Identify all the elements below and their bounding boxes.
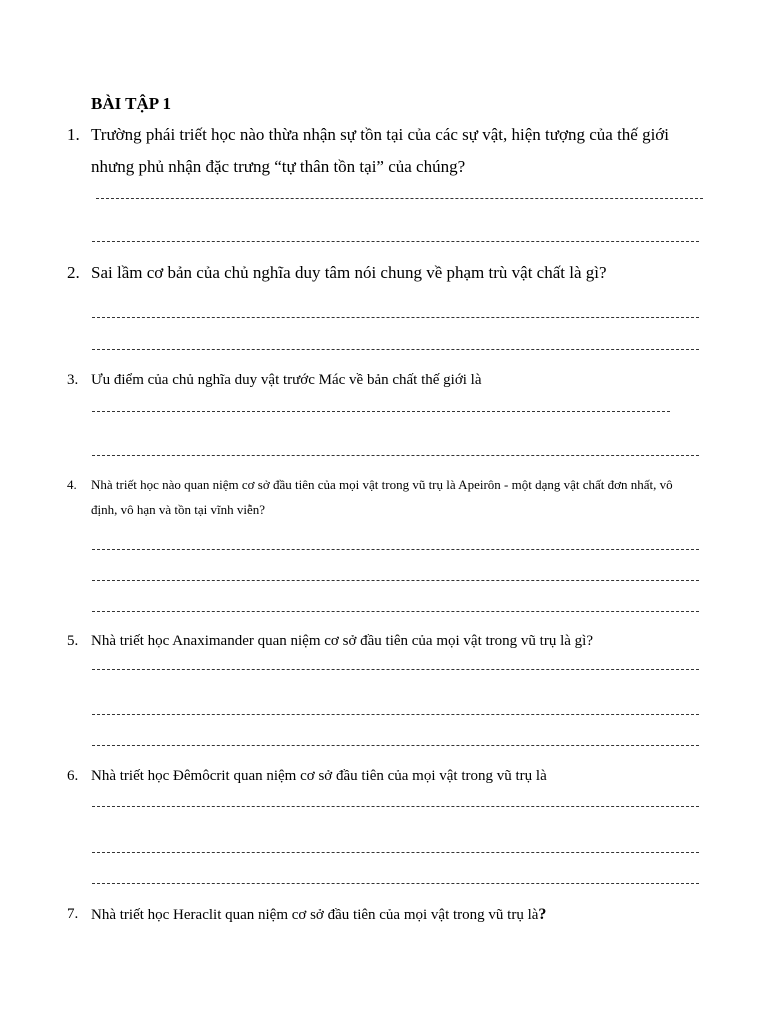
answer-line[interactable] [92, 852, 699, 853]
answer-line[interactable] [92, 411, 670, 412]
worksheet-title: BÀI TẬP 1 [91, 94, 171, 113]
question-1-line-1: Trường phái triết học nào thừa nhận sự tồn tại của các sự vật, hiện tượng của thế giới [91, 125, 670, 144]
answer-line[interactable] [92, 714, 699, 715]
question-1-number: 1. [67, 125, 80, 144]
answer-line[interactable] [92, 349, 699, 350]
question-7-body: Nhà triết học Heraclit quan niệm cơ sở đầu tiên của mọi vật trong vũ trụ là [91, 907, 539, 923]
answer-line[interactable] [92, 317, 699, 318]
question-3-text: Ưu điểm của chủ nghĩa duy vật trước Mác về bản chất thế giới là [91, 372, 482, 388]
question-7-text [91, 906, 546, 924]
question-2-number: 2. [67, 263, 80, 282]
answer-line[interactable] [92, 580, 699, 581]
question-4-line-2: định, vô hạn và tồn tại vĩnh viễn? [91, 502, 266, 517]
answer-line[interactable] [92, 669, 699, 670]
answer-line[interactable] [92, 883, 699, 884]
answer-line[interactable] [92, 241, 699, 242]
answer-line[interactable] [92, 745, 699, 746]
answer-line[interactable] [92, 455, 699, 456]
question-7-question-mark: ? [538, 906, 547, 923]
answer-line[interactable] [92, 611, 699, 612]
question-4-line-1: Nhà triết học nào quan niệm cơ sở đầu tiên của mọi vật trong vũ trụ là Apeirôn - một dạng vật chất đơn nhất, vô [91, 477, 673, 492]
question-2-text: Sai lầm cơ bản của chủ nghĩa duy tâm nói chung về phạm trù vật chất là gì? [91, 263, 607, 282]
question-6-text: Nhà triết học Đêmôcrit quan niệm cơ sở đầu tiên của mọi vật trong vũ trụ là [91, 768, 547, 784]
question-7-number: 7. [67, 906, 79, 922]
question-3-number: 3. [67, 372, 79, 388]
question-4-number: 4. [67, 477, 77, 492]
question-5-number: 5. [67, 633, 79, 649]
answer-line[interactable] [92, 549, 699, 550]
question-5-text: Nhà triết học Anaximander quan niệm cơ sở đầu tiên của mọi vật trong vũ trụ là gì? [91, 633, 593, 649]
question-1-line-2: nhưng phủ nhận đặc trưng “tự thân tồn tại” của chúng? [91, 157, 466, 176]
answer-line[interactable] [92, 806, 699, 807]
question-6-number: 6. [67, 768, 79, 784]
answer-line[interactable] [96, 198, 703, 199]
